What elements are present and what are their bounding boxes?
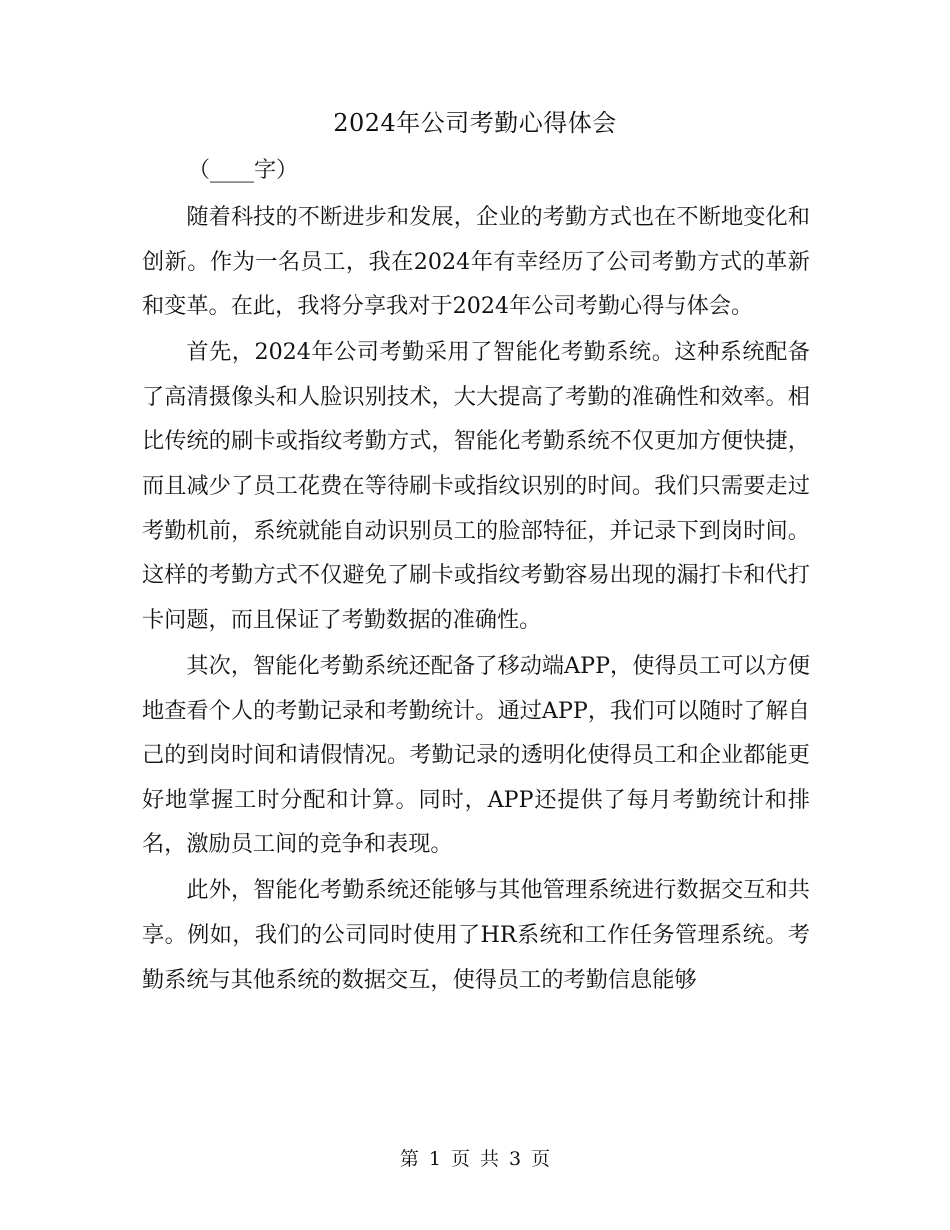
paragraph-3: 其次，智能化考勤系统还配备了移动端APP，使得员工可以方便地查看个人的考勤记录和考勤统计。通过APP，我们可以随时了解自己的到岗时间和请假情况。考勤记录的透明化使得员工和企业都能更好地掌握工时分配和计算。同时，APP还提供了每月考勤统计和排名，激励员工间的竞争和表现。 xyxy=(142,652,810,858)
document-title: 2024年公司考勤心得体会 xyxy=(333,109,617,137)
paragraph-2: 首先，2024年公司考勤采用了智能化考勤系统。这种系统配备了高清摄像头和人脸识别技术，大大提高了考勤的准确性和效率。相比传统的刷卡或指纹考勤方式，智能化考勤系统不仅更加方便快捷，而且减少了员工花费在等待刷卡或指纹识别的时间。我们只需要走过考勤机前，系统就能自动识别员工的脸部特征，并记录下到岗时间。这样的考勤方式不仅避免了刷卡或指纹考勤容易出现的漏打卡和代打卡问题，而且保证了考勤数据的准确性。 xyxy=(142,339,810,633)
document-body xyxy=(142,195,810,1004)
word-count-note: （____字） xyxy=(188,158,299,183)
page-footer: 第 1 页 共 3 页 xyxy=(399,1148,551,1170)
paragraph-1: 随着科技的不断进步和发展，企业的考勤方式也在不断地变化和创新。作为一名员工，我在2024年有幸经历了公司考勤方式的革新和变革。在此，我将分享我对于2024年公司考勤心得与体会。 xyxy=(142,204,810,320)
paragraph-4: 此外，智能化考勤系统还能够与其他管理系统进行数据交互和共享。例如，我们的公司同时使用了HR系统和工作任务管理系统。考勤系统与其他系统的数据交互，使得员工的考勤信息能够 xyxy=(142,877,810,993)
